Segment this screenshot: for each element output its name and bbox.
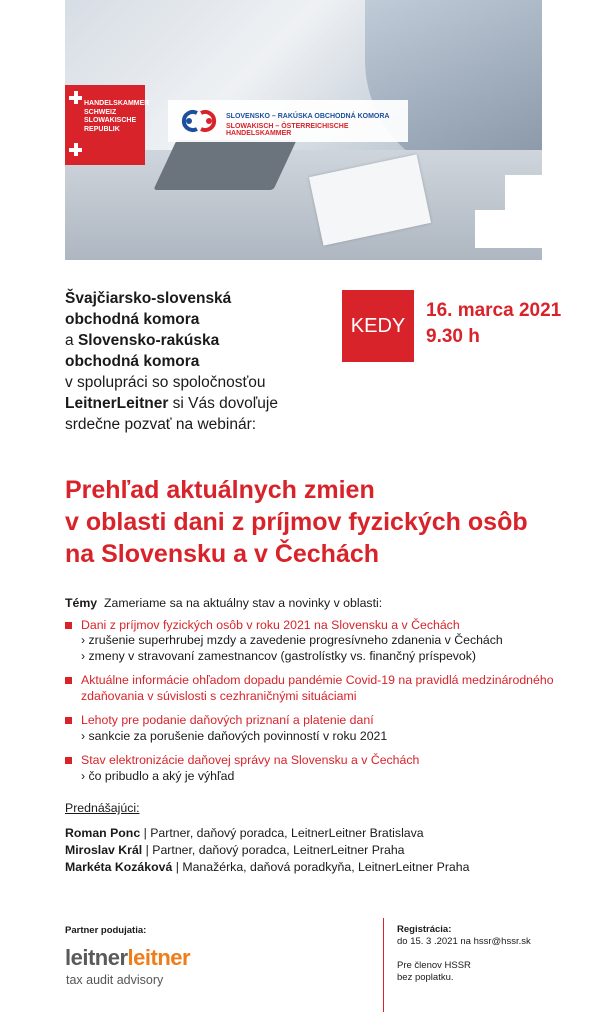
square-bullet-icon: [65, 622, 72, 629]
topic-heading: Lehoty pre podanie daňových priznaní a platenie daní: [81, 713, 374, 727]
title-line: Prehľad aktuálnych zmien: [65, 476, 375, 504]
square-bullet-icon: [65, 677, 72, 684]
topic-sub: › zmeny v stravovaní zamestnancov (gastrolístky vs. finančný príspevok): [81, 648, 477, 663]
logo-line: SLOWAKISCHE: [84, 117, 137, 124]
topic-heading: Stav elektronizácie daňovej správy na Slovensku a v Čechách: [81, 753, 420, 767]
org1: Švajčiarsko-slovenská: [65, 290, 232, 307]
speaker-row: [65, 842, 585, 859]
swiss-cross-icon: [69, 143, 82, 156]
logo-part: leitner: [65, 945, 128, 970]
leitner-logo: [65, 945, 190, 971]
speaker-row: [65, 859, 585, 876]
title-line: na Slovensku a v Čechách: [65, 540, 380, 568]
event-time: 9.30 h: [426, 326, 480, 347]
swiss-chamber-logo: [65, 85, 150, 165]
topic-item: [65, 713, 585, 744]
topics-label: Témy: [65, 596, 98, 610]
swiss-cross-icon: [69, 91, 82, 104]
conjunction: a: [65, 332, 78, 349]
logo-line-1: SLOVENSKO – RAKÚSKA OBCHODNÁ KOMORA: [226, 113, 390, 120]
invite-last-line: srdečne pozvať na webinár:: [65, 416, 257, 433]
intro-text: [65, 288, 335, 435]
topic-item: [65, 753, 585, 784]
org2: Slovensko-rakúska: [77, 332, 220, 349]
logo-line: HANDELSKAMMER: [84, 100, 150, 107]
topic-sub: › zrušenie superhrubej mzdy a zavedenie progresívneho zdanenia v Čechách: [81, 633, 503, 647]
square-bullet-icon: [65, 717, 72, 724]
members-line: bez poplatku.: [397, 972, 454, 983]
topic-sub: › čo pribudlo a aký je výhľad: [81, 768, 235, 783]
logo-line: SCHWEIZ: [84, 108, 117, 116]
speaker-role: | Partner, daňový poradca, LeitnerLeitner Praha: [142, 843, 405, 857]
leitner-tagline: tax audit advisory: [66, 973, 164, 987]
topic-item: [65, 673, 585, 704]
footer-divider: [383, 918, 384, 1012]
speaker-name: Roman Ponc: [65, 826, 141, 840]
logo-part: leitner: [127, 945, 191, 970]
square-bullet-icon: [65, 757, 72, 764]
when-badge: [342, 290, 414, 362]
registration-deadline: do 15. 3 .2021 na hssr@hssr.sk: [397, 936, 531, 947]
speaker-role: | Manažérka, daňová poradkyňa, LeitnerLeitner Praha: [172, 860, 470, 874]
topics-lead: Zameriame sa na aktuálny stav a novinky v oblasti:: [103, 596, 383, 610]
registration-label: Registrácia:: [397, 924, 452, 935]
speaker-name: Markéta Kozáková: [65, 860, 173, 874]
webinar-title: [65, 474, 585, 570]
speaker-row: [65, 825, 585, 842]
event-date: 16. marca 2021: [426, 300, 562, 321]
topic-heading: Aktuálne informácie ohľadom dopadu pandémie Covid-19 na pravidlá medzinárodného zdaňovania v súvislosti s cezhraničnými situáciami: [81, 673, 554, 703]
when-label: KEDY: [350, 314, 406, 337]
logo-line-2: SLOWAKISCH – ÖSTERREICHISCHE HANDELSKAMMER: [226, 123, 349, 137]
topic-heading: Dani z príjmov fyzických osôb v roku 2021 na Slovensku a v Čechách: [81, 617, 460, 632]
topic-sub: › sankcie za porušenie daňových povinností v roku 2021: [81, 728, 388, 743]
registration-info: [397, 924, 587, 984]
topics-section: [65, 596, 585, 793]
slovak-austrian-chamber-logo: [168, 100, 408, 142]
logo-line: REPUBLIK: [84, 125, 120, 133]
partner-label: Partner podujatia:: [65, 925, 147, 936]
members-line: Pre členov HSSR: [397, 960, 471, 971]
invite-line: si Vás dovoľuje: [168, 395, 278, 412]
coop-line: v spolupráci so spoločnosťou: [65, 374, 266, 391]
topic-item: [65, 618, 585, 665]
event-datetime: [426, 298, 561, 350]
speakers-label: Prednášajúci:: [65, 801, 140, 815]
speaker-role: | Partner, daňový poradca, LeitnerLeitner Bratislava: [140, 826, 424, 840]
speakers-section: [65, 800, 585, 876]
chamber-emblem-icon: [177, 109, 221, 133]
title-line: v oblasti dani z príjmov fyzických osôb: [65, 508, 528, 536]
org1: obchodná komora: [65, 311, 200, 328]
company-name: LeitnerLeitner: [65, 395, 169, 412]
speaker-name: Miroslav Král: [65, 843, 143, 857]
org2: obchodná komora: [65, 353, 200, 370]
